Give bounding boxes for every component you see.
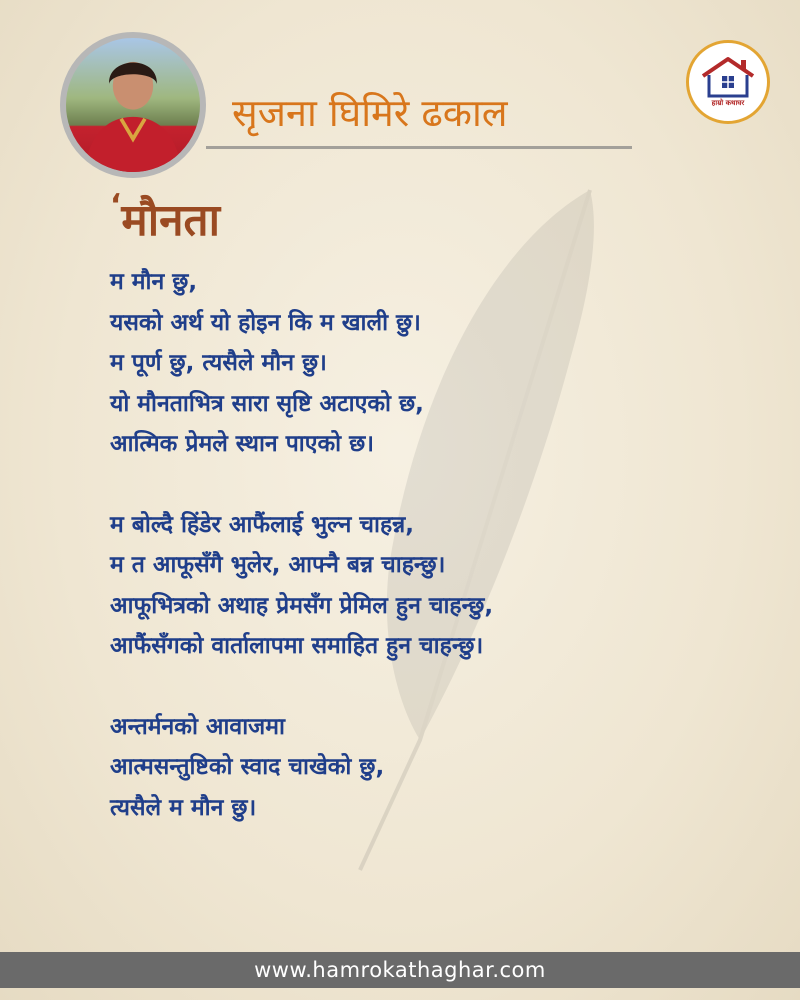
site-logo[interactable] bbox=[686, 40, 770, 124]
poem-title-text: मौनता bbox=[121, 195, 221, 246]
poem-line: म बोल्दै हिंडेर आफैंलाई भुल्न चाहन्न, bbox=[110, 511, 415, 538]
poem-line: म पूर्ण छु, त्यसैले मौन छु। bbox=[110, 350, 327, 376]
poem-line: यसको अर्थ यो होइन कि म खाली छु। bbox=[110, 309, 421, 336]
poem-title bbox=[110, 188, 220, 248]
website-link[interactable]: www.hamrokathaghar.com bbox=[254, 958, 546, 982]
logo-text: हाम्रो कथाघर bbox=[711, 99, 745, 107]
title-quote-mark: ‘ bbox=[110, 188, 122, 223]
author-photo bbox=[60, 32, 206, 178]
poem-body bbox=[110, 262, 750, 868]
poem-line: आत्मिक प्रेमले स्थान पाएको छ। bbox=[110, 431, 374, 457]
poem-line: म त आफूसँगै भुलेर, आफ्नै बन्न चाहन्छु। bbox=[110, 552, 446, 578]
poem-line: आफूभित्रको अथाह प्रेमसँग प्रेमिल हुन चाहन्छु, bbox=[110, 592, 494, 619]
poem-line: त्यसैले म मौन छु। bbox=[110, 794, 257, 821]
author-name: सृजना घिमिरे ढकाल bbox=[232, 91, 508, 135]
house-logo-icon bbox=[699, 56, 757, 98]
footer-bar bbox=[0, 952, 800, 988]
stanza-3 bbox=[110, 707, 750, 829]
poem-line: आत्मसन्तुष्टिको स्वाद चाखेको छु, bbox=[110, 754, 385, 780]
poem-line: आफैंसँगको वार्तालापमा समाहित हुन चाहन्छु। bbox=[110, 633, 484, 659]
stanza-2 bbox=[110, 505, 750, 667]
name-underline bbox=[206, 146, 632, 149]
poem-line: अन्तर्मनको आवाजमा bbox=[110, 713, 285, 740]
poem-line: म मौन छु, bbox=[110, 269, 198, 295]
stanza-1 bbox=[110, 262, 750, 465]
poem-line: यो मौनताभित्र सारा सृष्टि अटाएको छ, bbox=[110, 390, 424, 417]
